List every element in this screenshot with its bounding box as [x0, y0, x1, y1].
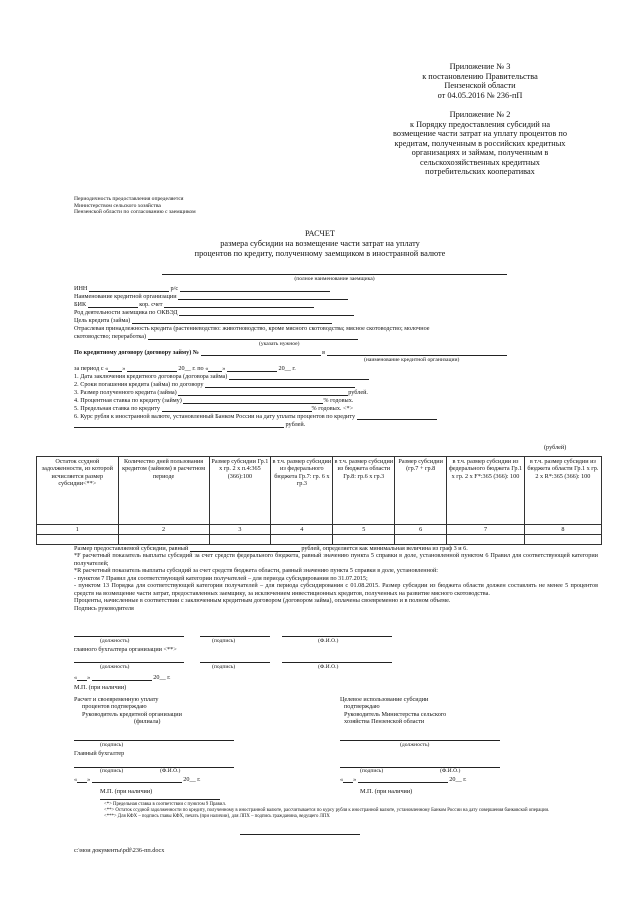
date-line — [74, 674, 171, 681]
item5-unit: % годовых. <*> — [311, 405, 354, 412]
mp-label: М.П. (при наличии) — [74, 684, 127, 691]
note-text: рублей, определяется как минимальная величина из граф 3 и 6. — [301, 545, 468, 552]
item4-field[interactable] — [183, 397, 323, 404]
contract-label: По кредитному договору (договору займу) № — [74, 349, 200, 356]
table-number-cell: 7 — [447, 525, 525, 535]
table-cell[interactable] — [209, 535, 271, 545]
date-month-field[interactable] — [358, 776, 448, 783]
appendix2-line: потребительских кооперативах — [425, 167, 535, 177]
ministry-confirm-line: Руководитель Министерства сельского — [344, 710, 447, 718]
borrower-name-line[interactable] — [162, 268, 507, 275]
period-to-day[interactable] — [208, 365, 222, 372]
table-header-cell: Остаток ссудной задолженности, из которой исчисляется размер субсидии<**> — [37, 457, 119, 525]
date-quote: « — [74, 776, 78, 783]
item1-field[interactable] — [229, 373, 369, 380]
appendix2-block — [345, 110, 615, 177]
appendix3-line: Пензенской области — [444, 81, 516, 91]
ministry-confirm-line: подтверждаю — [344, 703, 380, 711]
date-line — [74, 776, 201, 783]
table-header-cell: в т.ч. размер субсидии из федерального бюджета Гр.7: гр. 6 x гр.3 — [271, 457, 333, 525]
period-label: 20__ г. — [278, 365, 296, 372]
ks-field[interactable] — [164, 301, 314, 308]
item6-label: 6. Курс рубля к иностранной валюте, установленный Банком России на дату уплаты процентов по кредиту — [74, 413, 356, 420]
item6-field-2[interactable] — [74, 421, 284, 428]
note-text: *F расчетный показатель выплаты субсидий за счет средств федерального бюджета, равный значению пункта 5 справки в доле, установленной пунктом 6 Правил для соответствующей категории получателей; — [74, 552, 598, 567]
table-cell[interactable] — [118, 535, 209, 545]
table-cell[interactable] — [333, 535, 395, 545]
title-line: РАСЧЕТ — [305, 229, 335, 238]
signature-line[interactable] — [200, 630, 270, 637]
item4-unit: % годовых. — [323, 397, 354, 404]
note-text: *R расчетный показатель выплаты субсидий за счет средств бюджета области, равный значению пункта 5 справки в доле, установленной: — [74, 567, 439, 575]
contract-bank-field[interactable] — [327, 349, 507, 356]
table-header-row — [37, 457, 602, 525]
signature-caption: (подпись) — [100, 742, 124, 748]
chief-accountant-label: главного бухгалтера организации <**> — [74, 646, 177, 653]
date-quote: « — [74, 674, 78, 681]
bank-confirm-line: Руководитель кредитной организации — [82, 710, 182, 718]
item3-unit: рублей. — [348, 389, 368, 396]
position-caption: (должность) — [100, 638, 130, 644]
okved-label: Род деятельности заемщика по ОКВЭД — [74, 309, 178, 316]
document-title — [100, 229, 540, 259]
appendix2-line: к Порядку предоставления субсидий на — [409, 119, 551, 129]
appendix2-line: сельскохозяйственных кредитных — [420, 157, 540, 167]
position-caption: (должность) — [400, 742, 430, 748]
table-row — [37, 535, 602, 545]
date-year: 20__ г. — [153, 674, 171, 681]
ks-label: кор. счет — [139, 301, 163, 308]
date-year: 20__ г. — [183, 776, 201, 783]
date-day-field[interactable] — [77, 674, 87, 681]
table-number-cell: 4 — [271, 525, 333, 535]
date-year: 20__ г. — [449, 776, 467, 783]
subsidy-amount-field[interactable] — [190, 545, 300, 552]
table-number-cell: 2 — [118, 525, 209, 535]
ministry-confirm-line: хозяйства Пензенской области — [344, 718, 425, 726]
fio-caption: (Ф.И.О.) — [318, 638, 339, 644]
footnotes-block — [74, 802, 600, 819]
chief-accountant-label: Главный бухгалтер — [74, 750, 125, 757]
signature-line[interactable] — [200, 656, 270, 663]
bank-caption: (наименование кредитной организации) — [364, 357, 460, 363]
specify-caption: (указать нужное) — [259, 341, 300, 347]
table-number-row — [37, 525, 602, 535]
table-header-cell: Размер субсидии (гр.7 + гр.8 — [395, 457, 447, 525]
date-month-field[interactable] — [92, 674, 152, 681]
footnote: <*> Предельная ставка в соответствии с пунктом 9 Правил. — [104, 802, 226, 807]
table-number-cell: 3 — [209, 525, 271, 535]
industry-field[interactable] — [148, 333, 358, 340]
position-caption: (должность) — [100, 664, 130, 670]
signature-caption: (подпись) — [212, 638, 236, 644]
table-cell[interactable] — [447, 535, 525, 545]
item6-field[interactable] — [357, 413, 437, 420]
fio-line[interactable] — [282, 630, 392, 637]
appendix3-line: Приложение № 3 — [449, 62, 511, 71]
appendix2-line: кредитам, полученным в российских кредитных — [394, 138, 566, 148]
footnote-divider — [100, 799, 220, 800]
periodicity-line: Министерством сельского хозяйства — [74, 202, 161, 209]
footnote: <***> Для КФХ – подпись главы КФХ, печать (при наличии), для ЛПХ – подпись гражданина, ведущего ЛПХ — [104, 813, 330, 819]
item5-label: 5. Предельная ставка по кредиту — [74, 405, 160, 412]
bik-field[interactable] — [88, 301, 138, 308]
table-cell[interactable] — [395, 535, 447, 545]
fio-caption: (Ф.И.О.) — [318, 664, 339, 670]
ministry-confirm-line: Целевое использование субсидии — [340, 696, 429, 703]
date-day-field[interactable] — [77, 776, 87, 783]
notes-block — [74, 545, 598, 612]
industry-label-2: скотоводство; переработка) — [74, 333, 147, 340]
item3-field[interactable] — [178, 389, 348, 396]
period-to-month[interactable] — [227, 365, 277, 372]
period-label: » — [122, 365, 126, 372]
appendix2-line: Приложение № 2 — [449, 110, 511, 119]
position-line[interactable] — [74, 656, 184, 663]
ministry-confirm-block — [340, 696, 560, 726]
okved-field[interactable] — [179, 309, 354, 316]
item5-field[interactable] — [162, 405, 312, 412]
industry-label: Отраслевая принадлежность кредита (растениеводство: животноводство, кроме мясного скотоводства; мясное скотоводство; молочное — [74, 325, 430, 332]
appendix3-line: от 04.05.2016 № 236-пП — [437, 90, 523, 100]
table-header-cell: Размер субсидии Гр.1 x гр. 2 x п.4:365 (366):100 — [209, 457, 271, 525]
mp-label: М.П. (при наличии) — [100, 788, 153, 795]
table-cell[interactable] — [271, 535, 333, 545]
table-header-cell: Количество дней пользования кредитом (займом) в расчетном периоде — [118, 457, 209, 525]
rs-field[interactable] — [180, 285, 330, 292]
item3-label: 3. Размер полученного кредита (займа) — [74, 389, 177, 396]
item1-label: 1. Дата заключения кредитного договора (договора займа) — [74, 373, 228, 380]
contract-number-field[interactable] — [201, 349, 321, 356]
table-number-cell: 1 — [37, 525, 119, 535]
bank-confirm-line: (филиала) — [134, 718, 161, 726]
signature-caption: (подпись) — [212, 664, 236, 670]
fields-block — [74, 285, 594, 429]
footnote-end-divider — [240, 834, 360, 835]
periodicity-block — [74, 196, 334, 216]
item6-unit: рублей. — [285, 421, 306, 428]
table-number-cell: 5 — [333, 525, 395, 535]
fio-caption: (Ф.И.О.) — [160, 768, 181, 774]
date-month-field[interactable] — [92, 776, 182, 783]
period-label: 20__ г. по « — [178, 365, 209, 372]
ministry-signature-line[interactable] — [340, 761, 500, 768]
note-text: - пунктом 13 Порядка для соответствующей категории получателей – для периода субсидирования с 01.08.2015. Размер субсидии из бюджета области должен составлять не менее 5 процентов средств на возмещение части затрат, предоставленных заемщику, за исключением инвестиционных кредитов, полученных на развитие мясного скотоводства. — [74, 582, 598, 597]
bik-label: БИК — [74, 301, 87, 308]
signature-caption: (подпись) — [100, 768, 124, 774]
item2-label: 2. Сроки погашения кредита (займа) по договору — [74, 381, 204, 388]
title-line: размера субсидии на возмещение части затрат на уплату — [220, 238, 420, 248]
item2-field[interactable] — [205, 381, 355, 388]
borrower-caption: (полное наименование заемщика) — [294, 276, 375, 282]
signature-caption: (подпись) — [360, 768, 384, 774]
subsidy-table — [36, 456, 602, 545]
fio-caption: (Ф.И.О.) — [440, 768, 461, 774]
table-header-cell: в т.ч. размер субсидии из бюджета области Гр.8: гр.6 x гр.3 — [333, 457, 395, 525]
table-number-cell: 6 — [395, 525, 447, 535]
table-header-cell: в т.ч. размер субсидии из бюджета области Гр.1 x гр. 2 x R*:365 (366): 100 — [524, 457, 601, 525]
date-quote: » — [87, 674, 91, 681]
appendix3-block — [380, 62, 580, 100]
note-text: - пунктом 7 Правил для соответствующей категории получателей – для периода субсидирования по 31.07.2015; — [74, 574, 368, 582]
note-text: Проценты, начисленные в соответствии с заключенным кредитным договором (договором займа), оплачены своевременно и в полном объеме. — [74, 597, 451, 605]
rs-label: р/с — [170, 285, 179, 292]
bank-head-signature-line[interactable] — [74, 734, 234, 741]
period-label: » — [222, 365, 226, 372]
period-label: за период с « — [74, 365, 109, 372]
ministry-position-line[interactable] — [340, 734, 500, 741]
period-from-month[interactable] — [127, 365, 177, 372]
inn-field[interactable] — [89, 285, 169, 292]
item4-label: 4. Процентная ставка по кредиту (займу) — [74, 397, 182, 404]
rubles-caption: (рублей) — [544, 444, 567, 451]
date-day-field[interactable] — [343, 776, 353, 783]
contract-in-label: в — [322, 349, 326, 356]
bank-name-label: Наименование кредитной организации — [74, 293, 177, 300]
mp-label: М.П. (при наличии) — [360, 788, 413, 795]
file-path: c:\мои документы\pdf\236-пп.docx — [74, 847, 165, 854]
inn-label: ИНН — [74, 285, 88, 292]
date-line — [340, 776, 467, 783]
title-line: процентов по кредиту, полученному заемщиком в иностранной валюте — [194, 248, 446, 258]
date-quote: » — [353, 776, 357, 783]
table-number-cell: 8 — [524, 525, 601, 535]
table-cell[interactable] — [37, 535, 119, 545]
bank-confirm-line: Расчет и своевременную уплату — [74, 696, 159, 703]
footnote: <**> Остаток ссудной задолженности по кредиту, полученному в иностранной валюте, рассчитывается по курсу рубля к иностранной валюте, установленному Банком России на дату совершения банковской операции. — [104, 807, 550, 813]
appendix3-line: к постановлению Правительства — [422, 71, 538, 81]
table-header-cell: в т.ч. размер субсидии из федерального бюджета Гр.1 x гр. 2 x F*:365 (366): 100 — [447, 457, 525, 525]
date-quote: « — [340, 776, 344, 783]
appendix2-line: возмещение части затрат на уплату процентов по — [393, 129, 567, 139]
date-quote: » — [87, 776, 91, 783]
bank-name-field[interactable] — [178, 293, 348, 300]
periodicity-line: Периодичность предоставления определяется — [74, 196, 184, 202]
fio-line[interactable] — [282, 656, 392, 663]
bank-confirm-block — [74, 696, 294, 726]
chief-accountant-line[interactable] — [74, 761, 234, 768]
position-line[interactable] — [74, 630, 184, 637]
appendix2-line: организациях и займам, полученным в — [411, 148, 549, 158]
bank-confirm-line: процентов подтверждаю — [82, 703, 147, 711]
purpose-label: Цель кредита (займа) — [74, 317, 131, 324]
periodicity-line: Пензенской области по согласованию с заемщиком — [74, 209, 196, 216]
purpose-field[interactable] — [132, 317, 332, 324]
note-text: Подпись руководителя — [74, 604, 134, 612]
period-from-day[interactable] — [108, 365, 122, 372]
table-cell[interactable] — [524, 535, 601, 545]
note-text: Размер предоставляемой субсидии, равный — [74, 545, 189, 552]
